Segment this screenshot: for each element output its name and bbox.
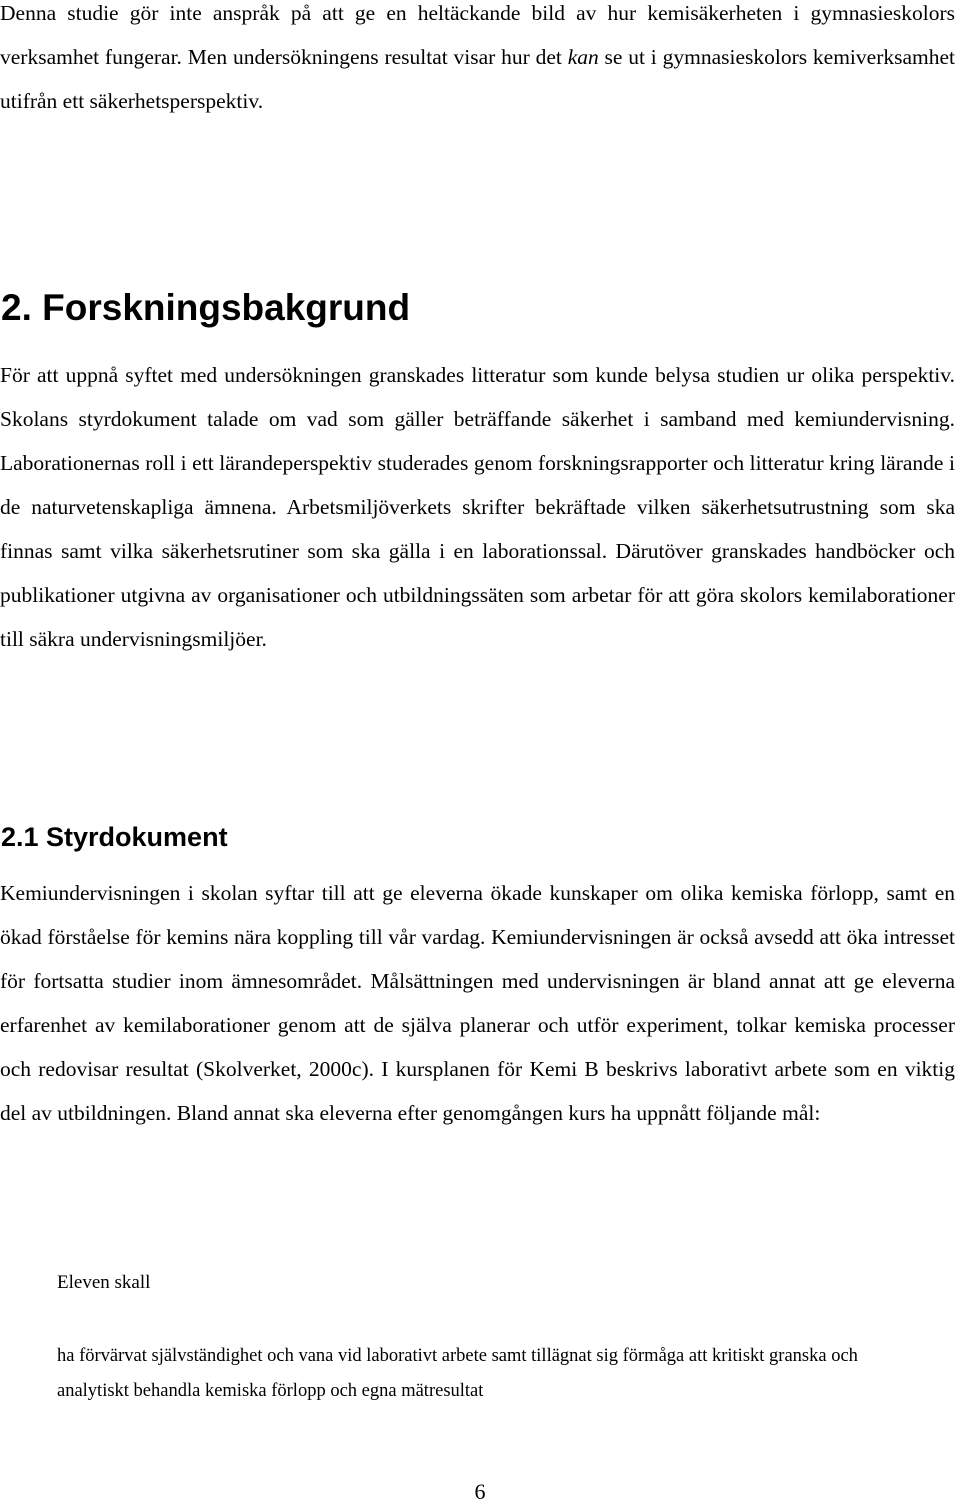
quote-heading: Eleven skall	[57, 1272, 151, 1293]
intro-paragraph	[0, 0, 955, 123]
quote-text: ha förvärvat självständighet och vana vid laborativt arbete samt tillägnat sig förmåga att kritiskt granska och analytiskt behandla kemiska förlopp och egna mätresultat	[57, 1346, 858, 1401]
intro-text-end: se ut i gymnasieskolors kemiverksamhet utifrån ett säkerhetsperspektiv.	[0, 45, 956, 113]
section-2-paragraph: För att uppnå syftet med undersökningen granskades litteratur som kunde belysa studien ur olika perspektiv. Skolans styrdokument talade om vad som gäller beträffande säkerhet i samband med kemiundervisning. Laborationernas roll i ett lärandeperspektiv studerades genom forskningsrapporter och litteratur kring lärande i de naturvetenskapliga ämnena. Arbetsmiljöverkets skrifter bekräftade vilken säkerhetsutrustning som ska finnas samt vilka säkerhetsrutiner som ska gälla i en laborationssal. Därutöver granskades handböcker och publikationer utgivna av organisationer och utbildningssäten som arbetar för att göra skolors kemilaborationer till säkra undervisningsmiljöer.	[0, 363, 955, 651]
page-number: 6	[474, 1479, 486, 1504]
section-2-heading: 2. Forskningsbakgrund	[1, 287, 411, 328]
intro-emphasis: kan	[567, 45, 599, 69]
intro-text-start: Denna studie gör inte anspråk på att ge en heltäckande bild av hur kemisäkerheten i gymnasieskolors verksamhet fungerar. Men undersökningens resultat visar hur det	[0, 1, 955, 69]
section-2-1-heading: 2.1 Styrdokument	[1, 822, 228, 852]
section-2-1-paragraph: Kemiundervisningen i skolan syftar till att ge eleverna ökade kunskaper om olika kemiska förlopp, samt en ökad förståelse för kemins nära koppling till vår vardag. Kemiundervisningen är också avsedd att öka intresset för fortsatta studier inom ämnesområdet. Målsättningen med undervisningen är bland annat att ge eleverna erfarenhet av kemilaborationer genom att de själva planerar och utför experiment, tolkar kemiska processer och redovisar resultat (Skolverket, 2000c). I kursplanen för Kemi B beskrivs laborativt arbete som en viktig del av utbildningen. Bland annat ska eleverna efter genomgången kurs ha uppnått följande mål:	[0, 881, 955, 1125]
